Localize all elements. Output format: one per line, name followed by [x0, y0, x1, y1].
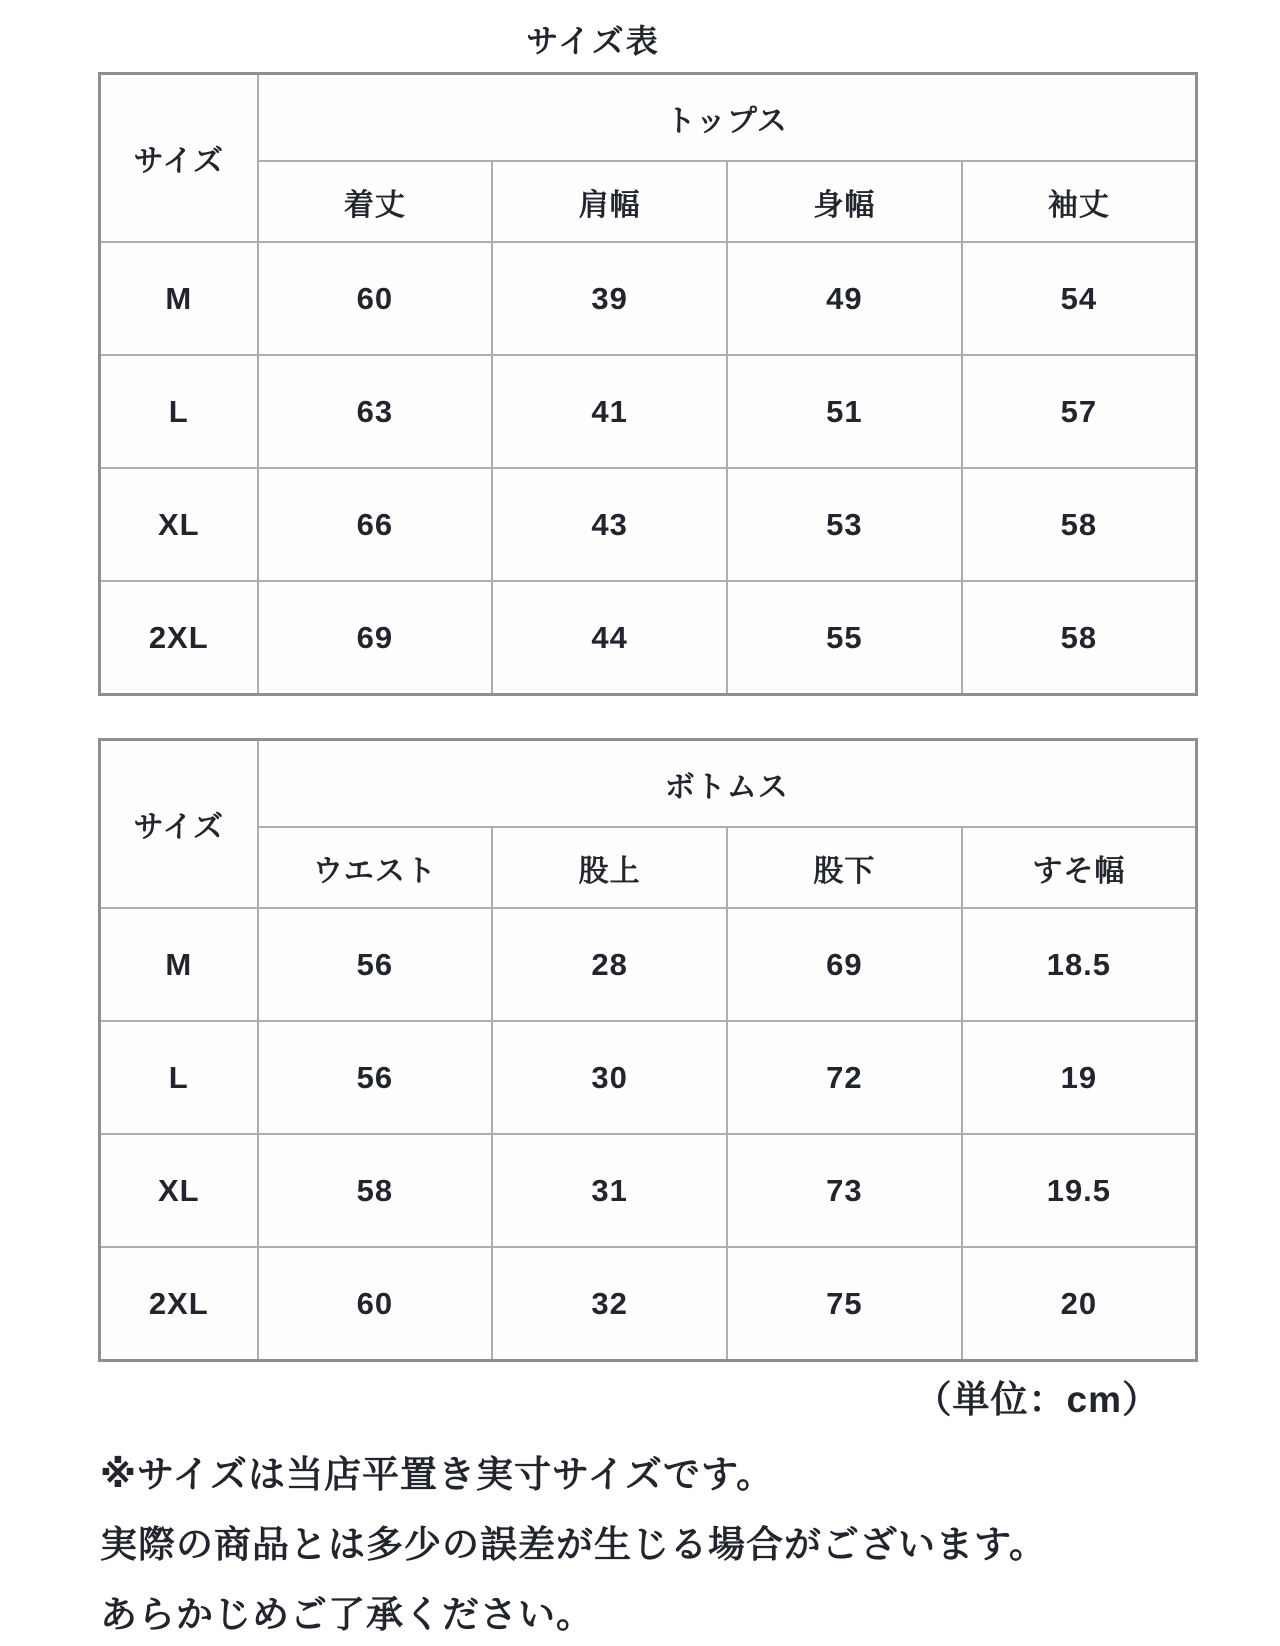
bottoms-group-header-cell: ボトムス: [258, 740, 1197, 828]
size-cell: 2XL: [100, 581, 258, 695]
value-cell: 69: [727, 908, 962, 1021]
value-cell: 19: [962, 1021, 1197, 1134]
tops-col-header-sleeve: 袖丈: [962, 161, 1197, 242]
table-row: [100, 908, 1197, 1021]
value-cell: 30: [492, 1021, 727, 1134]
value-cell: 58: [962, 468, 1197, 581]
size-cell: XL: [100, 468, 258, 581]
size-cell: M: [100, 908, 258, 1021]
value-cell: 28: [492, 908, 727, 1021]
tops-col-header-length: 着丈: [258, 161, 493, 242]
tops-column-header-row: [100, 161, 1197, 242]
value-cell: 73: [727, 1134, 962, 1247]
value-cell: 18.5: [962, 908, 1197, 1021]
size-cell: M: [100, 242, 258, 355]
tops-group-header-cell: トップス: [258, 74, 1197, 162]
note-line: ※サイズは当店平置き実寸サイズです。: [100, 1454, 775, 1495]
value-cell: 55: [727, 581, 962, 695]
table-row: [100, 1247, 1197, 1361]
note-line: あらかじめご了承ください。: [100, 1594, 594, 1635]
bottoms-column-header-row: [100, 827, 1197, 908]
value-cell: 44: [492, 581, 727, 695]
value-cell: 51: [727, 355, 962, 468]
value-cell: 58: [962, 581, 1197, 695]
tops-header-row: [100, 74, 1197, 162]
bottoms-col-header-hem: すそ幅: [962, 827, 1197, 908]
table-row: [100, 1021, 1197, 1134]
value-cell: 31: [492, 1134, 727, 1247]
bottoms-size-header-cell: サイズ: [100, 740, 258, 909]
value-cell: 58: [258, 1134, 493, 1247]
value-cell: 54: [962, 242, 1197, 355]
value-cell: 72: [727, 1021, 962, 1134]
value-cell: 63: [258, 355, 493, 468]
table-row: [100, 355, 1197, 468]
value-cell: 75: [727, 1247, 962, 1361]
bottoms-size-table: [98, 738, 1198, 1362]
size-cell: XL: [100, 1134, 258, 1247]
size-notes: [100, 1440, 1220, 1646]
table-row: [100, 581, 1197, 695]
value-cell: 49: [727, 242, 962, 355]
tops-col-header-width: 身幅: [727, 161, 962, 242]
tops-size-table: [98, 72, 1198, 696]
value-cell: 32: [492, 1247, 727, 1361]
value-cell: 56: [258, 1021, 493, 1134]
bottoms-header-row: [100, 740, 1197, 828]
value-cell: 56: [258, 908, 493, 1021]
table-row: [100, 1134, 1197, 1247]
bottoms-col-header-rise: 股上: [492, 827, 727, 908]
table-row: [100, 468, 1197, 581]
tops-size-header-cell: サイズ: [100, 74, 258, 243]
unit-label: （単位：cm）: [914, 1379, 1160, 1420]
size-cell: 2XL: [100, 1247, 258, 1361]
size-cell: L: [100, 1021, 258, 1134]
value-cell: 69: [258, 581, 493, 695]
value-cell: 20: [962, 1247, 1197, 1361]
bottoms-col-header-waist: ウエスト: [258, 827, 493, 908]
value-cell: 60: [258, 1247, 493, 1361]
value-cell: 19.5: [962, 1134, 1197, 1247]
value-cell: 53: [727, 468, 962, 581]
value-cell: 39: [492, 242, 727, 355]
value-cell: 60: [258, 242, 493, 355]
value-cell: 41: [492, 355, 727, 468]
note-line: 実際の商品とは多少の誤差が生じる場合がございます。: [100, 1524, 1048, 1565]
value-cell: 66: [258, 468, 493, 581]
page-title: サイズ表: [526, 23, 660, 59]
value-cell: 43: [492, 468, 727, 581]
tops-col-header-shoulder: 肩幅: [492, 161, 727, 242]
table-row: [100, 242, 1197, 355]
bottoms-col-header-inseam: 股下: [727, 827, 962, 908]
value-cell: 57: [962, 355, 1197, 468]
size-cell: L: [100, 355, 258, 468]
